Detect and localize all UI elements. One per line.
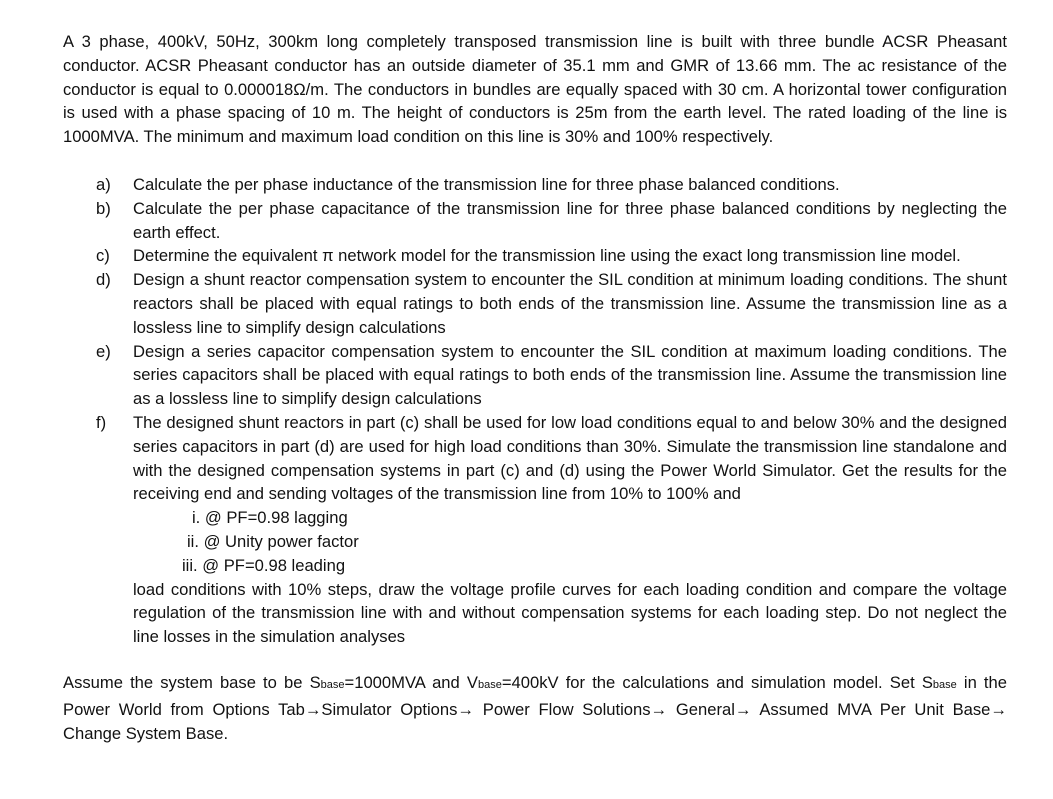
question-f bbox=[63, 411, 1007, 649]
document-body bbox=[63, 30, 1007, 745]
subscript-base: base bbox=[932, 678, 957, 691]
footer-text: =400kV for the calculations and simulation model. Set S bbox=[501, 672, 933, 692]
footer-text: =1000MVA and V bbox=[344, 672, 478, 692]
question-text: Determine the equivalent π network model for the transmission line using the exact long transmission line model. bbox=[133, 246, 961, 266]
footer-text: in the Power World from Options Tab→Simulator Options→ Power Flow Solutions→ General→ Assumed MVA Per Unit Base→ Change System Base. bbox=[63, 672, 1007, 743]
question-text: The designed shunt reactors in part (c) shall be used for low load conditions equal to and below 30% and the designed series capacitors in part (d) are used for high load conditions than 30%. Simulate the transmission line standalone and with the designed compensation systems in part (c) and (d) using the Power World Simulator. Get the results for the receiving end and sending voltages of the transmission line from 10% to 100% and bbox=[133, 412, 1007, 504]
question-letter: a) bbox=[96, 174, 111, 194]
question-e bbox=[63, 340, 1007, 411]
list-item: i. @ PF=0.98 lagging bbox=[192, 508, 348, 528]
problem-statement: A 3 phase, 400kV, 50Hz, 300km long completely transposed transmission line is built with three bundle ACSR Pheasant conductor. ACSR Pheasant conductor has an outside diameter of 35.1 mm and GMR of 13.66 mm. The ac resistance of the conductor is equal to 0.000018Ω/m. The conductors in bundles are equally spaced with 30 cm. A horizontal tower configuration is used with a phase spacing of 10 m. The height of conductors is 25m from the earth level. The rated loading of the line is 1000MVA. The minimum and maximum load condition on this line is 30% and 100% respectively. bbox=[63, 32, 1007, 147]
question-letter: c) bbox=[96, 246, 110, 266]
question-text: Design a series capacitor compensation system to encounter the SIL condition at maximum loading conditions. The series capacitors shall be placed with equal ratings to both ends of the transmission line. Assume the transmission line as a lossless line to simplify design calculations bbox=[133, 341, 1007, 409]
question-letter: e) bbox=[96, 341, 111, 361]
footer-text: Assume the system base to be S bbox=[63, 672, 321, 692]
subscript-base: base bbox=[477, 678, 502, 691]
question-letter: f) bbox=[96, 412, 107, 432]
question-text: Calculate the per phase capacitance of the transmission line for three phase balanced conditions by neglecting the earth effect. bbox=[133, 198, 1007, 242]
system-base-note bbox=[63, 671, 1007, 745]
question-text: Calculate the per phase inductance of the transmission line for three phase balanced conditions. bbox=[133, 174, 840, 194]
question-text: Design a shunt reactor compensation system to encounter the SIL condition at minimum loading conditions. The shunt reactors shall be placed with equal ratings to both ends of the transmission line. Assume the transmission line as a lossless line to simplify design calculations bbox=[133, 270, 1007, 337]
question-c bbox=[63, 244, 1007, 268]
list-item: ii. @ Unity power factor bbox=[187, 531, 359, 551]
question-list bbox=[63, 173, 1007, 649]
question-f-continuation: load conditions with 10% steps, draw the voltage profile curves for each loading condition and compare the voltage regulation of the transmission line with and without compensation systems for each loading step. Do not neglect the line losses in the simulation analyses bbox=[133, 579, 1007, 647]
list-item: iii. @ PF=0.98 leading bbox=[182, 555, 346, 575]
question-d bbox=[63, 268, 1007, 339]
question-letter: d) bbox=[96, 270, 111, 290]
subscript-base: base bbox=[320, 678, 345, 691]
question-b bbox=[63, 197, 1007, 245]
question-a bbox=[63, 173, 1007, 197]
power-factor-list bbox=[133, 506, 1007, 577]
question-letter: b) bbox=[96, 198, 111, 218]
